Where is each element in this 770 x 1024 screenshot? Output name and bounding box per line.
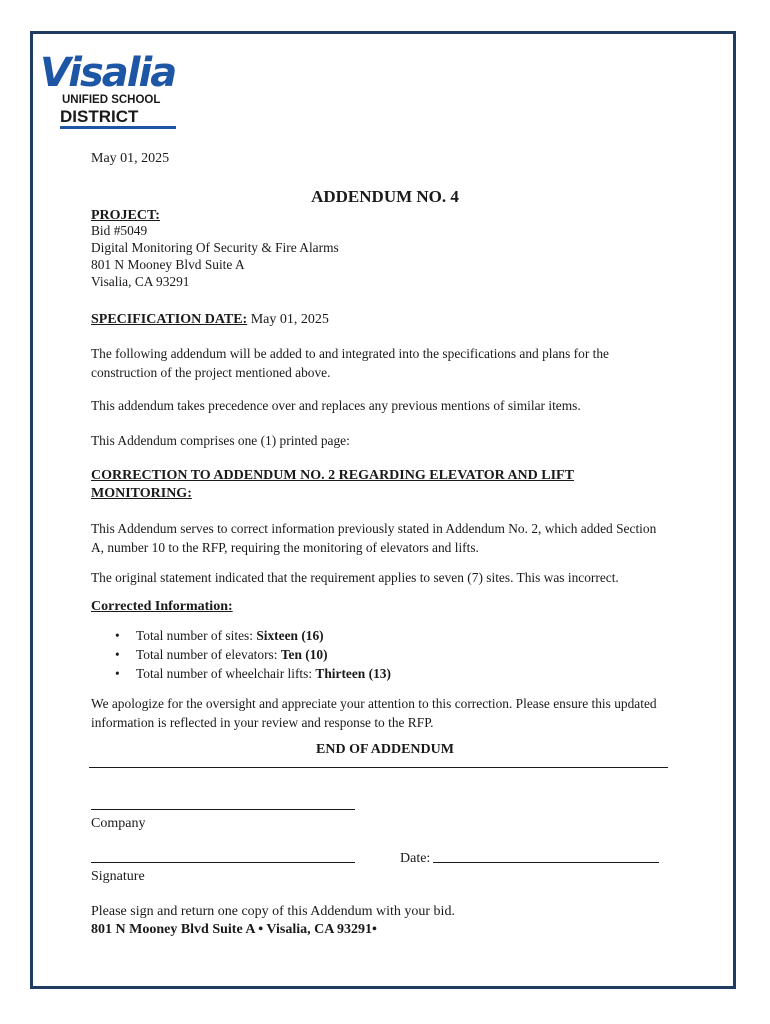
company-line (91, 809, 355, 810)
project-bid: Bid #5049 (91, 223, 148, 238)
company-label: Company (91, 816, 146, 831)
district-logo-graphic (38, 46, 180, 132)
apology-paragraph: We apologize for the oversight and appreciate your attention to this correction. Please ensure this updated information is reflected in your review and response to the RFP. (91, 696, 657, 730)
district-logo (38, 46, 180, 132)
corrected-info-heading: Corrected Information: (91, 599, 233, 614)
return-instruction: Please sign and return one copy of this Addendum with your bid. (91, 904, 455, 919)
project-name: Digital Monitoring Of Security & Fire Alarms (91, 240, 339, 255)
intro-paragraph-1: The following addendum will be added to and integrated into the specifications and plans for the construction of the project mentioned above. (91, 346, 609, 380)
correction-paragraph-2: The original statement indicated that the requirement applies to seven (7) sites. This was incorrect. (91, 570, 619, 585)
correction-heading: CORRECTION TO ADDENDUM NO. 2 REGARDING ELEVATOR AND LIFT MONITORING: (91, 468, 574, 501)
logo-line-1: UNIFIED SCHOOL (62, 94, 161, 106)
footer-address: 801 N Mooney Blvd Suite A • Visalia, CA 93291• (91, 922, 377, 937)
specification-date (91, 311, 329, 328)
spec-label: SPECIFICATION DATE: (91, 312, 248, 327)
intro-paragraph-3: This Addendum comprises one (1) printed page: (91, 433, 350, 448)
project-label: PROJECT: (91, 208, 160, 223)
date-line (433, 862, 659, 863)
correction-paragraph-1: This Addendum serves to correct information previously stated in Addendum No. 2, which added Section A, number 10 to the RFP, requiring the monitoring of elevators and lifts. (91, 521, 657, 555)
logo-script-word: Visalia (40, 50, 176, 96)
bullet-icon: • (115, 666, 120, 681)
list-item: • Total number of wheelchair lifts: Thirteen (13) (115, 666, 391, 681)
page-border (30, 31, 736, 989)
divider (89, 767, 668, 768)
list-item: • Total number of elevators: Ten (10) (115, 647, 328, 662)
corrected-info-list (91, 626, 391, 683)
document-date: May 01, 2025 (91, 151, 170, 166)
date-label: Date: (400, 851, 431, 866)
project-address: 801 N Mooney Blvd Suite A (91, 257, 245, 272)
bullet-icon: • (115, 647, 120, 662)
logo-line-2: DISTRICT (60, 107, 139, 126)
project-city: Visalia, CA 93291 (91, 274, 190, 289)
document-title: ADDENDUM NO. 4 (311, 187, 459, 206)
signature-line (91, 862, 355, 863)
signature-label: Signature (91, 869, 145, 884)
intro-paragraph-2: This addendum takes precedence over and replaces any previous mentions of similar items. (91, 398, 581, 413)
list-item: • Total number of sites: Sixteen (16) (115, 628, 324, 643)
spec-value: May 01, 2025 (247, 312, 329, 327)
bullet-icon: • (115, 628, 120, 643)
logo-underline (60, 126, 176, 129)
end-of-addendum: END OF ADDENDUM (316, 742, 454, 757)
project-details (91, 222, 339, 290)
